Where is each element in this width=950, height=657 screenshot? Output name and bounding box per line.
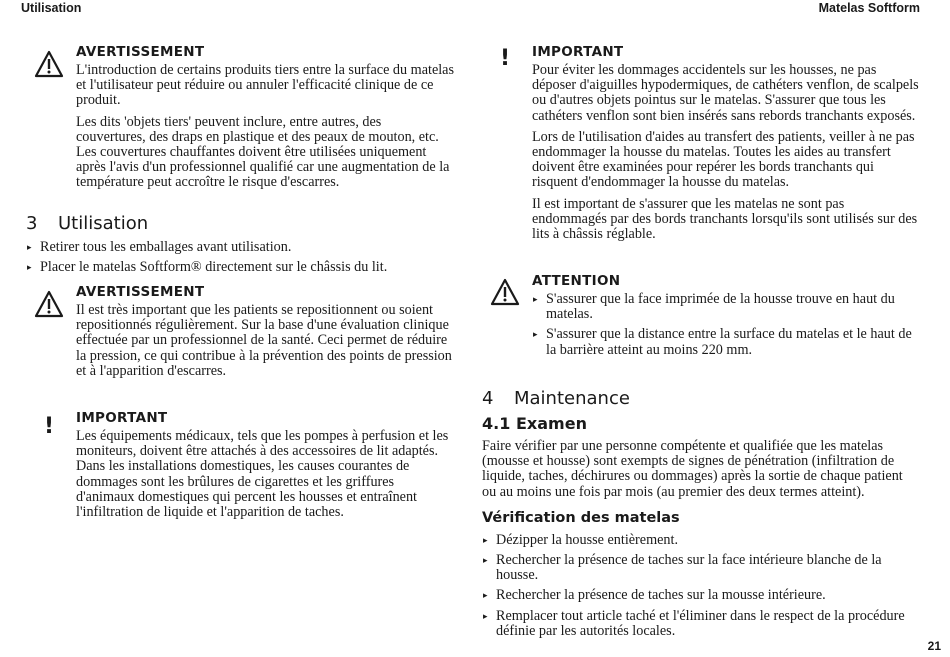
bullet-list (532, 292, 920, 358)
triangle-bullet-icon: ▸ (533, 329, 538, 340)
list-item: ▸ S'assurer que la distance entre la surface du matelas et le haut de la barrière atteint au moins 220 mm. (533, 326, 912, 358)
list-item: ▸ Dézipper la housse entièrement. (483, 531, 678, 548)
section-heading: 4 Maintenance (482, 388, 630, 409)
section-3 (26, 213, 454, 275)
warning-triangle-icon (34, 50, 64, 82)
important-block-1 (34, 410, 454, 520)
warning-block-1 (34, 44, 454, 191)
warning-triangle-icon (490, 278, 520, 310)
running-header-left: Utilisation (21, 1, 82, 15)
important-block-2 (490, 44, 920, 242)
page-number: 21 (927, 639, 941, 653)
important-title: IMPORTANT (76, 410, 168, 426)
bullet-list (482, 533, 918, 639)
important-paragraph: Les équipements médicaux, tels que les pompes à perfusion et les moniteurs, doivent être attachés à des accessoires de lit adaptés. Dans les installations domestiques, les causes courantes de dommages sont les brûlures de cigarettes et les griffures d'animaux domestiques qui percent les housses et entraînent l'infiltration de liquide et l'apparition de taches. (76, 428, 449, 521)
triangle-bullet-icon: ▸ (27, 262, 32, 273)
section-heading: 3 Utilisation (26, 213, 149, 234)
subsection-heading: 4.1 Examen (482, 414, 587, 433)
bullet-list (26, 240, 454, 275)
examen-paragraph: Faire vérifier par une personne compétente et qualifiée que les matelas (mousse et housse) sont exempts de signes de pénétration (infiltration de liquide, taches, déchirures ou dommages) après la sortie de chaque patient ou au moins une fois par mois (au premier des deux termes atteint). (482, 438, 903, 500)
warning-paragraph: Les dits 'objets tiers' peuvent inclure, entre autres, des couvertures, des draps en plastique et des peaux de mouton, etc. Les couvertures chauffantes doivent être utilisées uniquement après l'avis d'un professionnel qualifié car une augmentation de la température peut accroître le risque d'escarres. (76, 113, 450, 191)
important-paragraph: Lors de l'utilisation d'aides au transfert des patients, veiller à ne pas endommager la housse du matelas. Toutes les aides au transfert doivent être examinées pour repérer les bords tranchants qui risquent d'endommager la housse du matelas. (532, 128, 915, 191)
list-item: ▸ Remplacer tout article taché et l'éliminer dans le respect de la procédure définie par les autorités locales. (483, 607, 905, 639)
triangle-bullet-icon: ▸ (27, 242, 32, 252)
exclamation-icon: ! (43, 414, 55, 439)
list-item: ▸ Placer le matelas Softform® directement sur le châssis du lit. (27, 259, 388, 276)
warning-paragraph: L'introduction de certains produits tiers entre la surface du matelas et l'utilisateur peut réduire ou annuler l'efficacité clinique de ce produit. (76, 62, 454, 109)
important-paragraph: Pour éviter les dommages accidentels sur les housses, ne pas déposer d'aiguilles hypodermiques, de cathéters venflon, de scalpels ou d'autres objets pointus sur le matelas. S'assurer que tous les cathéters venflon sont bien insérés sans rebords tranchants exposés. (532, 62, 919, 124)
section-4 (482, 388, 918, 639)
attention-block (490, 273, 920, 358)
warning-block-2 (34, 284, 454, 379)
warning-triangle-icon (34, 290, 64, 322)
triangle-bullet-icon: ▸ (483, 590, 488, 601)
warning-title: AVERTISSEMENT (76, 284, 205, 300)
triangle-bullet-icon: ▸ (533, 294, 538, 304)
list-item: ▸ S'assurer que la face imprimée de la housse trouve en haut du matelas. (533, 291, 895, 323)
list-item: ▸ Rechercher la présence de taches sur la mousse intérieure. (483, 587, 826, 604)
running-header-right: Matelas Softform (818, 1, 920, 15)
important-paragraph: Il est important de s'assurer que les matelas ne sont pas endommagés par des bords tranchants lorsqu'ils sont utilisés sur des lits à châssis réglable. (532, 195, 918, 243)
important-title: IMPORTANT (532, 44, 624, 60)
triangle-bullet-icon: ▸ (483, 534, 488, 545)
warning-title: AVERTISSEMENT (76, 44, 205, 60)
verification-heading: Vérification des matelas (482, 509, 680, 526)
list-item: ▸ Retirer tous les emballages avant utilisation. (27, 239, 292, 255)
exclamation-icon: ! (499, 46, 511, 71)
list-item: ▸ Rechercher la présence de taches sur la face intérieure blanche de la housse. (483, 552, 882, 584)
warning-paragraph: Il est très important que les patients se repositionnent ou soient repositionnés régulièrement. Sur la base d'une évaluation clinique effectuée par un professionnel de la santé. Ceci permet de réduire la pression, ce qui contribue à la prévention des points de pression et à l'apparition d'escarres. (76, 302, 452, 379)
attention-title: ATTENTION (532, 273, 621, 289)
triangle-bullet-icon: ▸ (483, 610, 488, 621)
triangle-bullet-icon: ▸ (483, 555, 488, 566)
